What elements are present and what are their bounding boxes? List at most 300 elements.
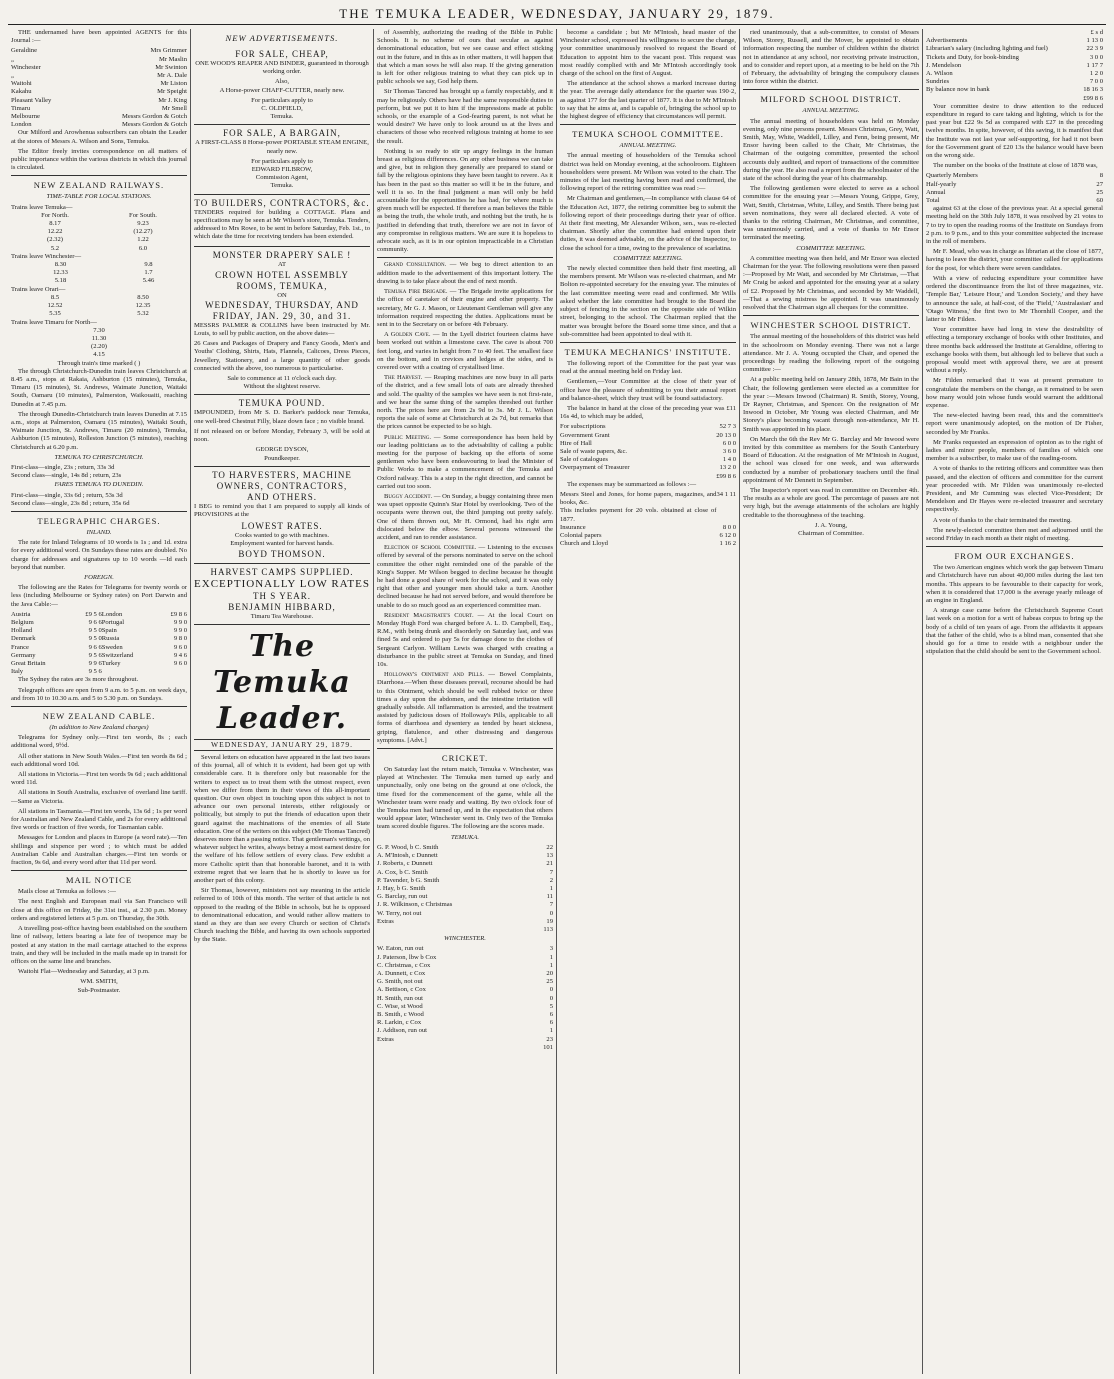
rate-row-cell: 9 8 0 xyxy=(173,635,187,643)
foreign-note: The Sydney the rates are 3s more throughout. xyxy=(18,676,139,684)
newspaper-title: The Temuka Leader. xyxy=(213,628,351,736)
account-row xyxy=(926,86,1103,94)
ad-reaper-name: C. OLDFIELD, xyxy=(261,105,303,113)
winchester-signature-role: Chairman of Committee. xyxy=(798,529,864,537)
editor-note: The Editor freely invites correspondence on all matters of public importance within the various districts in which this journal is circulated. xyxy=(11,147,187,172)
agent-place: „ xyxy=(11,55,14,63)
rate-row-cell: 9 9 0 xyxy=(173,627,187,635)
temuka-heading: TEMUKA. xyxy=(450,833,480,841)
trains-orari-table xyxy=(11,294,187,319)
ad-pound-name: GEORGE DYSON, xyxy=(255,446,309,454)
score-row-cell: 11 xyxy=(546,893,553,901)
train-row-cell: 8.17 xyxy=(49,220,61,228)
member-row-cell: 27 xyxy=(1096,180,1103,188)
member-row-cell: 60 xyxy=(1096,197,1103,205)
agent-name: Mr Swinton xyxy=(155,63,187,71)
member-row xyxy=(926,172,1103,180)
account-row-cell: Advertisements xyxy=(926,37,968,45)
brigade-text: The Brigade invite applications for the office of caretaker of their engine and other property. The secretary, Mr G. J. Mason, or Lieutenant Gentleman will give any information required respecting the duties. Applications must be sent in to the Secretary on or before 4th February. xyxy=(377,288,553,328)
col6-para-9: Mr Franks requested an expression of opinion as to the right of ladies and minor people, members of families of which one member is a subscriber, to make use of the reading-room. xyxy=(926,438,1103,463)
exchanges-heading: FROM OUR EXCHANGES. xyxy=(954,551,1075,562)
account-row xyxy=(560,473,736,481)
score-row-cell: J. R. Wilkinson, c Christmas xyxy=(377,901,453,909)
score-row xyxy=(377,1011,553,1019)
col6-para-4: Mr F. Mead, who was in charge as librarian at the close of 1877, having to leave the district, your committee called for applications for the post, for which there were seven candidates. xyxy=(926,248,1103,272)
expense-row-cell: 1 16 2 xyxy=(719,540,736,548)
account-row-cell: Librarian's salary (including lighting and fuel) xyxy=(926,45,1048,53)
member-row xyxy=(926,189,1103,197)
score-row-cell: 1 xyxy=(549,1027,553,1035)
temuka-scores-table xyxy=(377,844,553,934)
score-row-cell: 0 xyxy=(549,986,553,994)
train-row-cell: 6.0 xyxy=(138,244,148,252)
trains-temuka-label: Trains leave Temuka— xyxy=(11,203,73,211)
inland-heading: INLAND. xyxy=(86,528,112,536)
rate-row-cell: 9 6 6 xyxy=(88,619,102,626)
train-row xyxy=(11,236,187,244)
through-text-2: The through Dunedin-Christchurch train leaves Dunedin at 7.15 a.m., stops at Palmerston, Oamaru (15 minutes), Waitaki South, Waimate Junction, St. Andrews, Timaru (20 minutes), Temuka, Ashburton (15 minutes), Rolleston Junction (5 minutes), reaching Christchurch at 6.20 p.m. xyxy=(11,410,187,451)
ad-pound-title: TEMUKA POUND. xyxy=(238,398,326,409)
ad-drapery-body: MESSRS PALMER & COLLINS have been instructed by Mr. Louis, to sell by public auction, on the above dates— xyxy=(194,321,370,338)
expense-row-cell: 34 1 11 xyxy=(716,490,736,498)
account-row xyxy=(926,78,1103,86)
account-row-cell: £99 8 6 xyxy=(716,472,736,480)
ad-engine-name: EDWARD FILBROW, xyxy=(251,166,313,174)
account-row xyxy=(560,448,736,456)
score-row-cell: 6 xyxy=(549,1010,553,1018)
rate-row xyxy=(11,611,187,619)
agent-row xyxy=(11,64,187,72)
ad-reaper-body: ONE WOOD'S REAPER AND BINDER, guaranteed in thorough working order. xyxy=(195,60,369,76)
fares-line-3: First-class—single, 33s 6d ; return, 53s 3d xyxy=(11,491,123,499)
score-row-cell: 20 xyxy=(546,969,553,977)
agent-row xyxy=(11,97,187,105)
ad-harvest-camps-body: EXCEPTIONALLY LOW RATES xyxy=(194,577,370,590)
expenses-table xyxy=(560,491,736,548)
score-row-cell: W. Terry, not out xyxy=(377,909,422,917)
score-row xyxy=(377,885,553,893)
score-row-cell: 2 xyxy=(549,876,553,884)
trains-temuka-table xyxy=(11,212,187,253)
ad-drapery-at: AT xyxy=(277,261,287,269)
account-row-cell: 1 17 7 xyxy=(1086,61,1103,69)
train-row xyxy=(11,294,187,302)
account-row-cell: 3 6 0 xyxy=(722,447,736,455)
ad-pound xyxy=(194,395,370,466)
train-row xyxy=(11,310,187,318)
new-ads-heading: NEW ADVERTISEMENTS. xyxy=(225,33,339,43)
train-row-cell: (12.27) xyxy=(133,228,153,236)
score-row-cell: 101 xyxy=(543,1043,553,1051)
score-row-cell: C. Christmas, c Cox xyxy=(377,961,431,969)
ad-harvesters-employ: Employment wanted for harvest hands. xyxy=(230,540,334,548)
election-text: Listening to the excuses offered by several of the persons nominated to serve on the school committee the other night reminded one of the parable of the King's Supper. Mr Wilson begged to decline because he thought he had done a good share of work for the school, and it was only right that other and younger men should take a turn. Another declined because he had not served before, and would therefore be unable to do so much good as an experienced committee man. xyxy=(377,544,554,609)
account-row-cell: 1 2 0 xyxy=(1089,70,1103,78)
rate-row-cell: 9 6 6 xyxy=(88,643,102,651)
col-north: For North. xyxy=(41,211,69,219)
score-row-cell: J. Addison, run out xyxy=(377,1027,428,1035)
account-row-cell: 22 3 9 xyxy=(1086,45,1103,53)
agent-row xyxy=(11,72,187,80)
editorial-para-2: Sir Thomas, however, ministers not say meaning in the article referred to of 10th of this month. The writer of that article is not opposed to the reading of the Bible in schools, but he is opposed to denominational education, and would rather allow matters to stand as they are than see every Church or section of Christ's Church teaching the Bible, and having its own schools supported by the State. xyxy=(194,887,370,944)
editorial-para-3: of Assembly, authorizing the reading of the Bible in Public Schools. It is no scheme of ours that secular as against denominational education, but we see cause and effect sticking out in the future, and in this as in other matters, it will happen that that which a man sows he will also reap. If the giving generation is left for other religious training to what they can pick up in public schools we say, God help them. xyxy=(377,29,553,86)
harvest-text: Reaping machines are now busy in all parts of the district, and a few small lots of oats are already threshed and sold. The quality of the samples we have seen is not first-rate, and we hear the same thing of the samples threshed out further north. The prices here are from 2s 9d to 3s. Mr J. L. Wilson reports the sale of some at Christchurch at 2s 7d, but remarks that the prices cannot be expected to be so high. xyxy=(377,374,554,431)
agent-name: Mr Liston xyxy=(160,80,187,88)
train-row xyxy=(11,277,187,285)
ad-engine xyxy=(194,125,370,194)
agent-row xyxy=(11,56,187,64)
agent-name: Mr Smell xyxy=(161,104,187,112)
rate-row-cell: 9 9 6 xyxy=(88,660,102,668)
rate-row-cell: 9 6 0 xyxy=(173,643,187,651)
mail-signature: WM. SMITH, xyxy=(80,978,118,986)
accounts-table xyxy=(560,423,736,480)
committee-heading: TEMUKA SCHOOL COMMITTEE. xyxy=(572,129,724,140)
trains-orari-label: Trains leave Orari— xyxy=(11,285,66,293)
grand-text: We beg to direct attention to an addition made to the advertisement of this important lottery. The drawing is to take place about the end of next month. xyxy=(377,261,553,285)
agent-place: London xyxy=(11,121,32,129)
through-note: Through train's time marked ( ) xyxy=(57,359,141,367)
account-row-cell: For subscriptions xyxy=(560,423,606,431)
col6-para-6: Your committee have had long in view the desirability of effecting a temporary exchange of books with other Institutes, and three months back addressed the Institute at Geraldine, offering to exchange books with them, but although led to believe that such a proposal would meet with approval there, we are at present without a reply. xyxy=(926,326,1103,375)
account-row-cell: Government Grant xyxy=(560,431,610,439)
account-row xyxy=(926,54,1103,62)
cable-heading: NEW ZEALAND CABLE. xyxy=(42,711,156,722)
account-row-cell: Overpayment of Treasurer xyxy=(560,464,630,472)
column-6 xyxy=(923,29,1106,1374)
train-row-cell: 12.33 xyxy=(53,269,68,277)
score-row xyxy=(377,962,553,970)
train-row-cell: 9.8 xyxy=(144,261,153,269)
cricket-heading: CRICKET. xyxy=(441,753,489,764)
ad-builders xyxy=(194,195,370,248)
ad-reaper-also: Also, xyxy=(274,78,290,86)
expense-row xyxy=(560,507,736,523)
cable-para-1: Telegrams for Sydney only.—First ten words, 8s ; each additional word, 9½d. xyxy=(11,734,187,750)
cable-para-6: Messages for London and places in Europe (a word rate).—Ten shillings and sixpence per word ; to which must be added Australian Cable and Australian charges.—First ten words or fraction, 9s 6d, and every word after that 11d per word. xyxy=(11,834,187,867)
score-row-cell: 0 xyxy=(549,909,553,917)
account-row-cell: Sundries xyxy=(926,78,950,86)
trains-winchester-label: Trains leave Winchester— xyxy=(11,252,82,260)
fares-heading: TEMUKA TO CHRISTCHURCH. xyxy=(54,453,144,461)
agent-place: „ xyxy=(11,72,14,80)
ad-engine-place: Temuka. xyxy=(270,182,294,190)
rate-row-cell: France xyxy=(11,643,29,651)
ad-pound-role: Poundkeeper. xyxy=(264,454,300,462)
milford-cm-para: A committee meeting was then held, and Mr Ensor was elected Chairman for the year. The following resolutions were then passed :—Proposed by Mr Watt, and seconded by Mr Christmas, —That Mr Craig be asked and appointed for the ensuing year at a salary of £2. Proposed by Mr Christmas, and seconded by Mr Waddell,—That a sewing mistress be appointed. It was unanimously resolved that the Chairman sign all cheques for the committee. xyxy=(743,254,919,312)
score-row-cell: 19 xyxy=(546,917,553,925)
account-row-cell xyxy=(926,95,1078,103)
account-row xyxy=(926,37,1103,45)
account-row xyxy=(926,70,1103,78)
telegraph-heading: TELEGRAPHIC CHARGES. xyxy=(37,515,161,526)
committee-para-1: The annual meeting of householders of the Temuka school district was held on Monday evening, at the schoolroom. Eighteen householders were present. Mr Wilson was voted to the chair. The minutes of the last meeting having been read and confirmed, the following report of the retiring committee was read :— xyxy=(560,152,736,193)
account-row-cell: A. Wilson xyxy=(926,70,953,78)
agent-place: Pleasant Valley xyxy=(11,96,52,104)
train-row xyxy=(11,302,187,310)
cricket-text: On Saturday last the return match, Temuka v. Winchester, was played at Winchester. The Temuka men turned up early and unpunctually, only one being on the ground at one o'clock, the time fixed for the commencement of the game, while all the Winchester team were ready and waiting. By two o'clock four of the Temuka men had turned up, and in the expectation that others would appear later, Winchester went in. Only two of the Temuka team scored double figures. The following are the scores made. xyxy=(377,766,553,831)
committee-para-2: Mr Chairman and gentlemen,—In compliance with clause 64 of the Education Act, 1877, the retiring committee beg to submit the following report of their proceedings during their year of office. At their first meeting, Mr Alexander Wilson, sen., was re-elected chairman. Shortly after the committee had entered upon their duties, it was deemed advisable, on the advice of the Inspector, to close the school for a time, owing to the prevalence of scarlatina. xyxy=(560,195,736,252)
account-row xyxy=(560,456,736,464)
account-row-cell: 1 13 0 xyxy=(1086,37,1103,45)
score-row xyxy=(377,995,553,1003)
railways-subheading: TIME-TABLE FOR LOCAL STATIONS. xyxy=(46,193,152,201)
col6-para-10: A vote of thanks to the retiring officers and committee was then passed, and the election of officers and committee for the current year proceeded with. Mr Filden was unanimously re-elected President, and Mr Cumming was elected Vice-President; Dr Mendelson and Dr Hayes were re-elected treasurer and secretary respectively. xyxy=(926,465,1103,514)
rate-row-cell: Russia xyxy=(101,635,120,643)
accounts-currency-heading: £ s d xyxy=(1090,29,1103,36)
score-row xyxy=(377,869,553,877)
score-row-cell: B. Smith, c Wood xyxy=(377,1010,424,1018)
rate-row xyxy=(11,668,187,676)
holloway-text: Bowel Complaints, Diarrhoea.—When these diseases prevail, recourse should be had to this Ointment, which should be well rubbed twice or three times a day upon the abdomen, and the intestine irritation will gradually subside. All inflammation is arrested, and the treatment assisted by judicious doses of Holloway's Pills, applicable to all forms of diarrhoea and dysentery as tended by heart sickness, griping, flatulence, and other distressing and dangerous symptoms. [Advt.] xyxy=(377,671,554,744)
score-row-cell: R. Larkin, c Cox xyxy=(377,1019,422,1027)
foreign-heading: FOREIGN. xyxy=(84,573,114,581)
cable-para-5: All stations in Tasmania.—First ten words, 13s 6d ; 1s per word for Australian and New Zealand Cable, and 2s for every additional five words or fraction of five words, for Tasmanian cable. xyxy=(11,807,187,832)
ad-harvest-camps-title: HARVEST CAMPS SUPPLIED. xyxy=(210,566,354,577)
rate-row xyxy=(11,660,187,668)
expense-row-cell: Insurance xyxy=(560,523,586,531)
rate-row-cell: Austria xyxy=(11,610,31,618)
cable-subheading: (In addition to New Zealand charges) xyxy=(49,724,149,732)
rate-row-cell: £9 5 6 xyxy=(85,610,102,618)
agent-name: Mrs Grimmer xyxy=(150,47,187,55)
rate-row-cell: Switzerland xyxy=(101,651,134,659)
rate-row-cell: London xyxy=(101,610,123,618)
ad-harvest-camps-name: BENJAMIN HIBBARD, xyxy=(228,601,336,612)
train-row-cell: 8.5 xyxy=(50,293,60,301)
expenses-continued-table xyxy=(926,37,1103,103)
agent-row xyxy=(11,88,187,96)
mail-heading: MAIL NOTICE xyxy=(65,875,133,886)
exchanges-para-2: A strange case came before the Christchurch Supreme Court last week on a motion for a writ of habeas corpus to bring up the body of a child of ten years of age. From the affidavits it appears that the father of the child, who is a blind man, consented that she should go for a time to reside with a neighbour under the stipulation that the child should be sent to the Government school. xyxy=(926,607,1103,656)
ad-engine-body: A FIRST-CLASS 8 Horse-power PORTABLE STEAM ENGINE, nearly new. xyxy=(195,139,369,155)
agent-place: Melbourne xyxy=(11,113,40,121)
expense-row xyxy=(560,532,736,540)
train-row-cell: 5.35 xyxy=(49,310,61,318)
score-row-cell: 1 xyxy=(549,953,553,961)
member-row xyxy=(926,197,1103,205)
member-row-cell: Quarterly Members xyxy=(926,172,978,180)
account-row-cell: 13 2 0 xyxy=(719,464,736,472)
rate-row-cell: 9 6 0 xyxy=(173,660,187,668)
ad-reaper-more: A Horse-power CHAFF-CUTTER, nearly new. xyxy=(219,86,345,94)
col6-para-1: Your committee desire to draw attention to the reduced expenditure in regard to care taking and lighting, which is for the past year but £22 9s 5d as compared with £27 in the preceding twelve months. In spite, however, of this saving, it is manifest that the Institute was not last year self-supporting, for had it not been for the Government grant of £20 13s the balance would have been on the wrong side. xyxy=(926,102,1103,160)
trains-timaru-list xyxy=(11,327,187,360)
score-row-cell: 3 xyxy=(549,945,553,953)
expense-row-cell: This includes payment for 20 vols. obtained at close of 1877. xyxy=(560,507,717,523)
mechanics-text-2: Gentlemen,—Your Committee at the close of their year of office have the pleasure of submitting to you their annual report and balance-sheet, which they trust will be found satisfactory. xyxy=(560,378,736,402)
agent-row xyxy=(11,121,187,129)
score-row xyxy=(377,926,553,934)
score-row-cell: Extras xyxy=(377,917,394,925)
score-row-cell: Extras xyxy=(377,1035,394,1043)
accident-text: On Sunday, a buggy containing three men was upset opposite Quinn's Star Hotel by overlooking. Two of the occupants were thrown out, the third jumping out pretty safely. One of them thrown out, Mr H. Ormond, had his right arm dislocated below the elbow. Several persons witnessed the accident, and ran to render assistance. xyxy=(377,492,554,541)
col-south: For South. xyxy=(129,211,157,219)
train-row xyxy=(11,261,187,269)
ad-builders-body: TENDERS required for building a COTTAGE. Plans and specifications may be seen at Mr Wilson's store, Temuka. Tenders, addressed to Mrs Rowe, to be sent in before Saturday, Feb. 1st., to which date the time for receiving tenders has been extended. xyxy=(194,208,370,241)
rate-row xyxy=(11,635,187,643)
score-row-cell: A. Cox, b C. Smith xyxy=(377,868,428,876)
editorial-para-5: Nothing is so ready to stir up angry feelings in the human breast as religious differences. On any other business we can take and give, but in religion they generally are prepared to stand or fall by the religious opinions they have been taught to revere. As it has been in the past so this matter so will it be in the future, and well it is so. In the final judgment a man will only be held accountable for the opportunities he has had, for where much is given much will be expected. If therefore a man believes the Bible as being the truth, the whole truth, and nothing but the truth, he is justified in defending that truth, therefore we are not in favor of any compromise in religious matters. We are sure it is hopeless to advocate such, as it is in our opinion impracticable in a Christian community. xyxy=(377,147,553,254)
mail-para-1: The next English and European mail via San Francisco will close at this office on Friday, the 31st inst., at 2.30 p.m. Money orders and registered letters at 5 p.m. on Thursday, the 30th. xyxy=(11,898,187,922)
ad-drapery-date: WEDNESDAY, THURSDAY, AND FRIDAY, JAN. 29, 30, and 31. xyxy=(205,299,359,321)
milford-para-1: The annual meeting of householders was held on Monday evening, only nine persons present. Messrs Christmas, Grey, Watt, Smith, May, White, Waddell, Lilley, and Fenn, being present, Mr Ensor having been called to the Chair, Mr Christmas, the Chairman of the outgoing committee, presented the school accounts duly audited, and report of transactions of the committee during the year. He also read a report from the schoolmaster of the state of the school during the year of his chairmanship. xyxy=(743,117,919,183)
rate-row-cell: £9 8 6 xyxy=(170,610,187,618)
score-row-cell: A. Bettison, c Cox xyxy=(377,986,426,994)
winchester-school-heading: WINCHESTER SCHOOL DISTRICT. xyxy=(750,320,912,331)
account-row-cell: 7 0 0 xyxy=(1089,78,1103,86)
score-row-cell: J. Hay, b G. Smith xyxy=(377,884,426,892)
expense-row-cell: 6 12 0 xyxy=(719,531,736,539)
agent-place: Kakahu xyxy=(11,88,32,96)
agents-note: Our Milford and Arowhenua subscribers can obtain the Leader at the stores of Messrs A. Wilson and Sons, Temuka. xyxy=(11,129,187,145)
col6-para-5: With a view of reducing expenditure your committee have ordered the discontinuance from the list of three magazines, viz. 'Temple Bar,' 'Leisure Hour,' and 'London Society,' and they have to announce the sale, at half-cost, of the 'Field,' 'Australasian' and 'Otago Witness,' the first two to Mr Thornhill Cooper, and the latter to Mr Filden. xyxy=(926,274,1103,323)
score-row xyxy=(377,1019,553,1027)
train-row-cell: 1.22 xyxy=(137,236,149,244)
score-row-cell: 21 xyxy=(546,860,553,868)
rate-row-cell: 9 5 0 xyxy=(88,635,102,643)
ad-drapery-place: CROWN HOTEL ASSEMBLY ROOMS, TEMUKA, xyxy=(215,269,349,291)
inland-text: The rate for Inland Telegrams of 10 words is 1s ; and 1d. extra for every additional word. On Sundays these rates are doubled. No charge for addresses and signatures up to 10 words —Id each beyond that number. xyxy=(11,539,187,571)
score-row xyxy=(377,901,553,909)
cave-heading: A Golden Cave. xyxy=(384,331,431,339)
member-row-cell: Total xyxy=(926,197,940,205)
score-row-cell: 1 xyxy=(549,961,553,969)
cable-para-2: All other stations in New South Wales.—First ten words 8s 6d ; each additional word 10d. xyxy=(11,752,187,768)
account-row-cell: Sale of waste papers, &c. xyxy=(560,447,628,455)
account-row-cell: 20 13 0 xyxy=(716,431,736,439)
col6-para-12: The newly-elected committee then met and adjourned until the second Friday in each month as their night of meeting. xyxy=(926,526,1103,542)
fares-heading-2: FARES TEMUKA TO DUNEDIN. xyxy=(54,481,144,489)
milford-heading: MILFORD SCHOOL DISTRICT. xyxy=(760,94,902,105)
agent-place: Winchester xyxy=(11,63,41,71)
ad-drapery xyxy=(194,247,370,395)
score-row xyxy=(377,910,553,918)
office-hours: Telegraph offices are open from 9 a.m. to 5 p.m. on week days, and from 10 to 10.30 a.m. and 5 to 5.30 p.m. on Sundays. xyxy=(11,686,187,702)
score-row-cell: G. P. Wood, b C. Smith xyxy=(377,843,439,851)
account-row-cell: J. Mendelson xyxy=(926,61,962,69)
ad-engine-role: Commission Agent, xyxy=(255,174,309,182)
score-row-cell xyxy=(377,926,533,934)
column-3: of Assembly, authorizing the reading of the Bible in Public Schools. It is no scheme of ours that secular as against denominational education, but we see cause and effect sticking out in the future, and in this as in other matters, it will happen that that which a man sows he will also reap. If the giving generation is left for other religious training to what they can pick up in public schools we say, God help them. Sir Thomas Tancred has brought up a family respectably, and it may be religiously. Others have had the same responsible duties to perform, but we put it to him if the impressions made at public schools, or the example of a God-fearing parent, is not what he would desire? We have only to look around us at the lives and characters of those who received religious training at home to see the result. Nothing is so ready to stir up angry feelings in the human breast as religious differences. On any other business we can take and give, but in religion they generally are prepared to stand or fall by the religious opinions they have been taught to revere. As it has been in the past so this matter so will it be in the future, and well it is so. In the final judgment a man will only be held accountable for the opportunities he has had, for where much is given much will be expected. If therefore a man believes the Bible as being the truth, the whole truth, and nothing but the truth, he is justified in defending that truth, therefore we are not in favor of any compromise in religious matters. We are sure it is hopeless to advocate such, as it is in our opinion impracticable in a Christian community. Grand Consultation. — We beg to direct attention to an addition made to the advertisement of this important lottery. The drawing is to take place about the end of next month. Temuka Fire Brigade. — The Brigade invite applications for the office of caretaker of their engine and other property. The secretary, Mr G. J. Mason, or Lieutenant Gentleman will give any information required respecting the duties. Applications must be sent in to the Secretary on or before 4th February. A Golden Cave. — In the Lyell district fourteen claims have been worked out within a limestone cave. The cave is about 700 feet long, and varies in height from 7 to 40 feet. The smallest face on the bottom, and in crevices and ledges at the sides, and is covered over with a coating of crystallised lime. The Harvest. — Reaping machines are now busy in all parts of the district, and a few small lots of oats are already threshed and sold. The quality of the samples we have seen is not first-rate, and we hear the same thing of the samples threshed out further north. The prices here are from 2s 9d to 3s. Mr J. L. Wilson reports the sale of some at Christchurch at 2s 7d, but remarks that the prices cannot be expected to be so high. Public Meeting. — Some correspondence has been held by our leading politicians as to the advisability of calling a public meeting for the purpose of backing up the efforts of some gentlemen who have been endeavouring to lead the Minister of Public Works to make a commencement of the Temuka and Oxford railway. This is a step in the right direction, and cannot be carried out too soon. Buggy Accident. — On Sunday, a buggy containing three men was upset opposite Quinn's Star Hotel by overlooking. Two of the occupants were thrown out, the third jumping out pretty safely. One of them thrown out, Mr H. Ormond, had his right arm dislocated below the elbow. Several persons witnessed the accident, and ran to render assistance. Election of School Committee. — Listening to the excuses offered by several of the persons nominated to serve on the school committee the other night reminded one of the parable of the King's Supper. Mr Wilson begged to decline because he thought he had done a good share of work for the school, and it was only right that other and younger men should take a turn. Another declined because he had not served before, and would therefore be unable to do so much good as an experienced committee man. Resident Magistrate's Court. — At the local Court on Monday Hugh Ford was charged before A. L. D. Campbell, Esq., R.M., with being drunk and disorderly on Saturday last, and was fined 5s and ordered to pay 5s for damage done to the clothes of Sergeant Carlyon. William Lewis was charged with creating a disturbance in the public street at Temuka on Sunday, and fined 10s. Holloway's Ointment and Pills. — Bowel Complaints, Diarrhoea.—When these diseases prevail, recourse should be had to this Ointment, which should be well rubbed twice or three times a day upon the abdomen, and the intestine irritation will gradually subside. All inflammation is arrested, and the treatment assisted by judicious doses of Holloway's Pills, applicable to all forms of diarrhoea and dysentery as tended by heart sickness, griping, flatulence, and other distressing and dangerous symptoms. [Advt.] CRICKET. On Saturday last the return match, Temuka v. Winchester, was played at Winchester. The Temuka men turned up early and unpunctually, only one being on the ground at one o'clock, the time fixed for the commencement of the game, while all the Winchester team were ready and waiting. By two o'clock four of the Temuka men had turned up, and in the expectation that others would appear later, Winchester went in. Only two of the Temuka team scored double figures. The following are the scores made. TEMUKA. G. P. Wood, b C. Smith 22 A. M'Intosh, c Dunnett 13 J. Roberts, c Dunnett 21 A. Cox, b C. Smith 7 P. Tavender, b G. Smith 2 J. Hay, b G. Smith 1 G. Barclay, run out 11 J. R. Wilkinson, c Christmas 7 W. Terry, not out 0 Extras 19 113 WINCHESTER. W. Eaton, run out 3 J. Paterson, lbw b Cox 1 C. Christmas, c Cox 1 A. Dunnett, c Cox 20 G. Smith, not out 25 A. Bettison, c Cox 0 H. Smith, run out 0 C. Wise, st Wood 5 B. Smith, c Wood 6 R. Larkin, c Cox 6 J. Addison, run out 1 Extras 23 101 xyxy=(374,29,557,1374)
winchester-signature: J. A. Young, xyxy=(814,521,848,529)
score-row xyxy=(377,860,553,868)
ad-reaper xyxy=(194,46,370,125)
score-row-cell: 6 xyxy=(549,1019,553,1027)
agents-list xyxy=(11,47,187,129)
cable-para-3: All stations in Victoria.—First ten words 9s 6d ; each additional word 11d. xyxy=(11,771,187,787)
winchester-para-2: At a public meeting held on January 28th, 1878, Mr Bain in the Chair, the following gentlemen were elected as a committee for the year :—Messrs Inwood (Chairman) R. Smith, Storey, Young, Dr Rayner, Christmas, and Spencer. On the resignation of Mr Inwood in October, Mr Young was elected Chairman, and Mr Storey's place becoming vacant through non-attendance, Mr H. Smith was appointed in his place. xyxy=(743,376,919,433)
score-row xyxy=(377,978,553,986)
agent-place: Geraldine xyxy=(11,47,37,55)
account-row-cell: 1 4 0 xyxy=(722,456,736,464)
editorial-para-4: Sir Thomas Tancred has brought up a family respectably, and it may be religiously. Others have had the same responsible duties to perform, but we put it to him if the impressions made at public schools, or the example of a God-fearing parent, is not what he would desire? We have only to look around us at the lives and characters of those who received religious training at home to see the result. xyxy=(377,88,553,145)
account-row-cell: 18 16 3 xyxy=(1083,86,1103,94)
expense-row xyxy=(560,540,736,548)
brigade-heading: Temuka Fire Brigade. xyxy=(384,288,448,296)
ad-harvesters-cooks: Cooks wanted to go with machines. xyxy=(234,532,330,540)
account-row-cell xyxy=(560,473,697,481)
column-5 xyxy=(740,29,923,1374)
agent-row xyxy=(11,47,187,55)
train-row-cell: 12.22 xyxy=(47,228,63,236)
account-row-cell: 52 7 3 xyxy=(719,423,736,431)
account-row xyxy=(560,464,736,472)
mail-para-2: A travelling post-office having been established on the southern line of railway, letters bearing a late fee of twopence may be posted at any station in the mail carriage attached to the express train, and they will be included in the mails made up in transit for offices on the same line and branches. xyxy=(11,925,187,965)
score-row-cell: J. Roberts, c Dunnett xyxy=(377,860,433,868)
account-row-cell: Tickets and Duty, for book-binding xyxy=(926,53,1019,61)
score-row xyxy=(377,986,553,994)
col6-para-11: A vote of thanks to the chair terminated the meeting. xyxy=(933,516,1072,524)
ad-harvest-camps-place: Timaru Tea Warehouse. xyxy=(250,612,314,620)
mail-para-3: Waitohi Flat—Wednesday and Saturday, at 3 p.m. xyxy=(18,968,150,976)
score-row-cell: 7 xyxy=(549,868,553,876)
page-header: THE TEMUKA LEADER, WEDNESDAY, JANUARY 29, 1879. xyxy=(8,6,1106,25)
score-row-cell: 13 xyxy=(546,852,553,860)
ad-harvest-camps-year: TH S YEAR. xyxy=(253,590,311,601)
editorial-para-1: Several letters on education have appeared in the last two issues of this journal, all of which it is evident, had been got up with considerable care. It is therefore only but reasonable for the writers to expect us to treat them with the utmost respect, even when we differ from them in their views of this all-important question. Our own object in touching upon this subject is not to advance our own personal interests, either religiously or politically, but simply to put the friends of education upon their guard against the machinations of the enemies of all State education. One of the writers on this subject (Mr Thomas Tancred) deserves more than a passing notice. That gentleman's writings, on whatever subject he writes, always betray a most earnest desire for the welfare of his fellow settlers of every class. Few exhibit a more Catholic spirit than that honorable baronet, and it is with extreme regret that we learn that he is shortly to leave us for another part of this colony. xyxy=(194,753,370,884)
expense-row-cell: 8 0 0 xyxy=(722,523,736,531)
score-row xyxy=(377,893,553,901)
column-4 xyxy=(557,29,740,1374)
score-row-cell: W. Eaton, run out xyxy=(377,945,424,953)
account-row-cell: 6 0 0 xyxy=(722,439,736,447)
score-row xyxy=(377,1044,553,1052)
agent-name: Mr A. Dale xyxy=(157,72,187,80)
ad-drapery-on: ON xyxy=(277,291,287,299)
school-para-1: become a candidate ; but Mr M'Intosh, head master of the Winchester school, expressed his willingness to secure the change, your committee unanimously resolved to request the Board of Education to appoint him to the vacant post. This request was most readily complied with and Mr M'Intosh accordingly took charge of the school on the first of August. xyxy=(560,29,736,78)
resident-heading: Resident Magistrate's Court. xyxy=(384,611,474,619)
cm-heading: COMMITTEE MEETING. xyxy=(613,254,683,262)
member-row-cell: Annual xyxy=(926,188,946,196)
winchester-heading: WINCHESTER. xyxy=(444,935,486,943)
exchanges-para-1: The two American engines which work the gap between Timaru and Christchurch have run about 40,000 miles during the last ten months. This appears to be favourable to their capacity for work, when it is considered that 17,000 is the average yearly mileage of an engine in England. xyxy=(926,564,1103,604)
account-row-cell: 3 0 0 xyxy=(1089,53,1103,61)
train-row xyxy=(11,220,187,228)
agent-place: Timaru xyxy=(11,104,31,112)
rate-row-cell: Turkey xyxy=(101,660,121,668)
committee-subheading: ANNUAL MEETING. xyxy=(619,142,677,150)
ad-harvesters xyxy=(194,467,370,564)
ad-harvesters-title: TO HARVESTERS, MACHINE xyxy=(212,469,352,480)
score-row xyxy=(377,844,553,852)
ad-reaper-title: FOR SALE, CHEAP, xyxy=(235,49,329,59)
election-heading: Election of School Committee. xyxy=(384,544,477,552)
score-row-cell: 23 xyxy=(546,1035,553,1043)
account-row-cell: By balance now in bank xyxy=(926,86,990,94)
expense-row-cell xyxy=(716,507,736,523)
expense-row-cell: Church and Lloyd xyxy=(560,540,608,548)
trains-timaru-label: Trains leave Timaru for North— xyxy=(11,318,97,326)
score-row-cell: A. Dunnett, c Cox xyxy=(377,969,426,977)
rate-row-cell: 9 5 6 xyxy=(88,651,102,659)
column-2 xyxy=(191,29,374,1374)
winchester-para-3: On March the 6th the Rev Mr G. Barclay and Mr Inwood were invited by this committee as members for the South Canterbury Board of Education. At the resignation of Mr M'Intosh in August, the school was closed for one week, and was afterwards conducted by a number of probationary teachers until the final appointment of Mr Dennett in September. xyxy=(743,435,919,484)
cable-para-4: All stations in South Australia, exclusive of overland line tariff.—Same as Victoria. xyxy=(11,789,187,805)
holloway-heading: Holloway's Ointment and Pills. xyxy=(384,671,485,679)
ad-harvesters-rates: LOWEST RATES. xyxy=(241,521,323,532)
ad-drapery-body-2: 26 Cases and Packages of Drapery and Fancy Goods, Men's and Youths' Clothing, Shirts, Hats, Flannels, Calicoes, Dress Pieces, Jewellery, Stationery, and a large quantity of other goods connected with the above, too numerous to particularise. xyxy=(194,340,370,372)
milford-cm-heading: COMMITTEE MEETING. xyxy=(796,244,866,252)
train-row-cell: 12.35 xyxy=(135,302,151,310)
winchester-para-4: The Inspector's report was read in committee on December 4th. The results as a whole are good. The percentage of passes are not very high, but the average attainments of the scholars are highly creditable to the thoroughness of the teaching. xyxy=(743,486,919,519)
train-row-cell: 1.7 xyxy=(144,269,153,277)
account-row xyxy=(560,432,736,440)
rate-row-cell: Belgium xyxy=(11,619,34,626)
school-para-2: The attendance at the school shows a marked increase during the year. The average daily attendance for the quarter was 190·2, as against 177 for the last quarter of 1877. It is due to Mr M'Intosh to say that he aims at, and is capable of, bringing the school up to the highest degree of efficiency that circumstances will permit. xyxy=(560,80,736,121)
account-row xyxy=(926,62,1103,70)
ad-harvesters-body: I BEG to remind you that I am prepared to supply all kinds of PROVISIONS at the xyxy=(194,502,370,518)
